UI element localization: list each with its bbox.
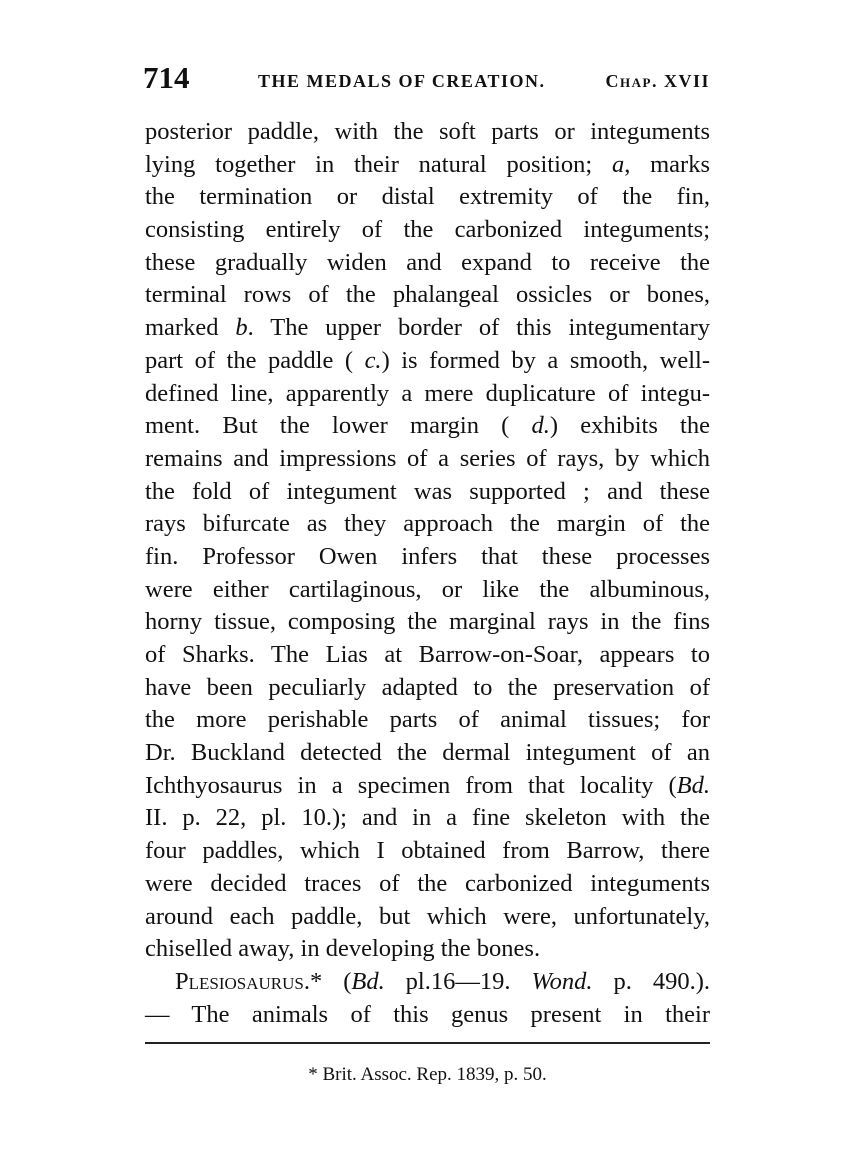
text-line: part of the paddle ( c.) is formed by a smooth, well- [145, 346, 710, 374]
footnote: * Brit. Assoc. Rep. 1839, p. 50. [308, 1064, 547, 1085]
text-line: posterior paddle, with the soft parts or integuments [145, 118, 710, 145]
text-line: these gradually widen and expand to receive the [145, 248, 710, 276]
page-number: 714 [143, 60, 190, 95]
text-line: have been peculiarly adapted to the preservation of [145, 673, 710, 701]
text-line: fin. Professor Owen infers that these processes [145, 542, 710, 570]
text-line: the termination or distal extremity of the fin, [145, 183, 710, 211]
text-line: lying together in their natural position; a, marks [145, 150, 711, 178]
chapter-reference: Chap. XVII [605, 71, 710, 91]
text-line: Plesiosaurus.* (Bd. pl.16—19. Wond. p. 490.). [175, 967, 710, 995]
text-line: the more perishable parts of animal tissues; for [145, 706, 710, 734]
text-line: ment. But the lower margin ( d.) exhibits the [145, 412, 710, 440]
text-line: remains and impressions of a series of rays, by which [145, 444, 710, 472]
text-line: the fold of integument was supported ; and these [145, 477, 710, 505]
text-line: defined line, apparently a mere duplicature of integu- [145, 379, 710, 407]
text-line: II. p. 22, pl. 10.); and in a fine skeleton with the [145, 804, 710, 832]
text-line: of Sharks. The Lias at Barrow-on-Soar, appears to [145, 641, 710, 668]
text-line: four paddles, which I obtained from Barrow, there [145, 837, 710, 865]
footnote-rule [145, 1042, 710, 1044]
text-line: were either cartilaginous, or like the albuminous, [145, 575, 710, 603]
text-line: Dr. Buckland detected the dermal integument of an [145, 739, 710, 767]
body-text [145, 116, 710, 1031]
text-line: terminal rows of the phalangeal ossicles or bones, [145, 281, 710, 309]
text-line: — The animals of this genus present in their [145, 1000, 710, 1028]
text-line: Ichthyosaurus in a specimen from that locality (Bd. [145, 771, 710, 799]
text-line: around each paddle, but which were, unfortunately, [145, 902, 710, 930]
text-line: were decided traces of the carbonized integuments [145, 869, 710, 897]
text-line: consisting entirely of the carbonized integuments; [145, 216, 710, 244]
page-header [143, 58, 710, 98]
text-line: rays bifurcate as they approach the margin of the [145, 510, 710, 538]
text-line: chiselled away, in developing the bones. [145, 935, 541, 963]
text-line: marked b. The upper border of this integumentary [145, 314, 710, 342]
text-line: horny tissue, composing the marginal rays in the fins [145, 608, 710, 636]
running-title: THE MEDALS OF CREATION. [258, 71, 546, 91]
